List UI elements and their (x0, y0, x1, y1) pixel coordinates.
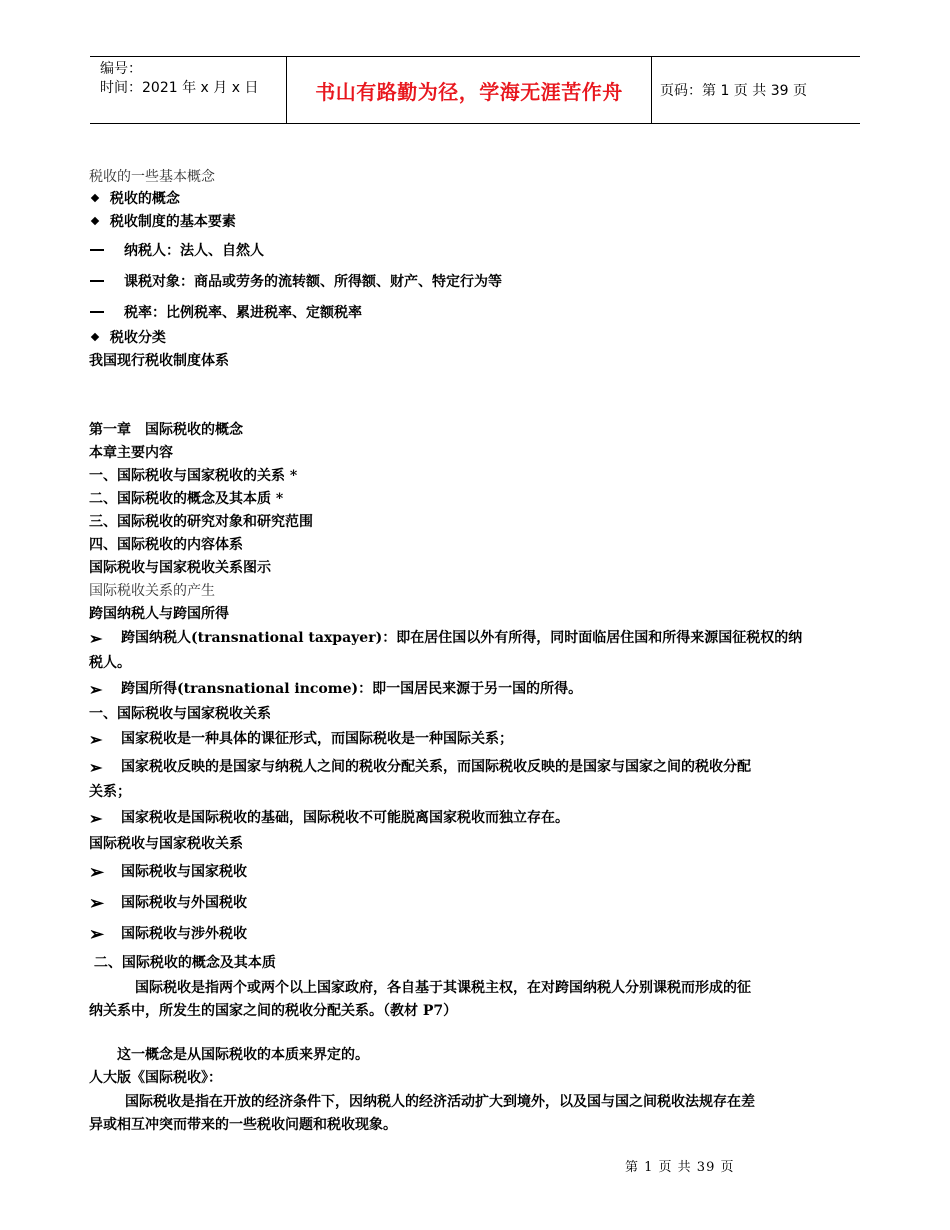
arrow-bullet-icon: ➢ (89, 809, 103, 828)
list-item (89, 806, 864, 831)
list-item (89, 727, 864, 752)
dash-bullet-icon (90, 280, 104, 282)
arrow-bullet-icon: ➢ (89, 893, 105, 914)
arrow-bullet-icon: ➢ (89, 924, 105, 945)
diamond-bullet-icon (91, 194, 99, 202)
taxpayer-text: 纳税人：法人、自然人 (124, 242, 264, 259)
page-header (90, 56, 860, 124)
relation1-text: 国家税收是一种具体的课征形式，而国际税收是一种国际关系； (121, 731, 513, 747)
definition-line-2: 纳关系中，所发生的国家之间的税收分配关系。（教材 P7） (89, 1003, 458, 1019)
concept-section-title: 二、国际税收的概念及其本质 (89, 955, 276, 971)
arrow-bullet-icon: ➢ (89, 862, 105, 883)
header-page-info: 页码：第 1 页 共 39 页 (660, 83, 807, 99)
elements-text: 税收制度的基本要素 (109, 214, 236, 230)
origin-title: 国际税收关系的产生 (89, 583, 215, 599)
relation2-text: 国家税收反映的是国家与纳税人之间的税收分配关系，而国际税收反映的是国家与国家之间的税收分配 (121, 759, 751, 775)
renda-paragraph (89, 1090, 864, 1114)
arrow-bullet-icon: ➢ (89, 758, 103, 777)
toc-item-4: 四、国际税收的内容体系 (89, 537, 243, 553)
classification-text: 税收分类 (109, 330, 166, 346)
relation-title: 一、国际税收与国家税收关系 (89, 706, 271, 722)
definition-paragraph (89, 976, 864, 1000)
dash-bullet-icon (90, 311, 104, 313)
number-label: 编号： (100, 61, 142, 77)
list-item (89, 188, 864, 211)
chapter-title: 第一章 国际税收的概念 (89, 422, 243, 438)
list-item (89, 296, 864, 327)
rel-c-text: 国际税收与涉外税收 (121, 926, 247, 942)
toc-item-2: 二、国际税收的概念及其本质 * (89, 491, 284, 507)
renda-line-2: 异或相互冲突而带来的一些税收问题和税收现象。 (89, 1117, 397, 1133)
relation3-text: 国家税收是国际税收的基础，国际税收不可能脱离国家税收而独立存在。 (121, 810, 569, 826)
list-item (89, 234, 864, 265)
time-label: 时间：2021 年 x 月 x 日 (100, 80, 259, 96)
object-text: 课税对象：商品或劳务的流转额、所得额、财产、特定行为等 (124, 273, 502, 290)
arrow-bullet-icon: ➢ (89, 730, 103, 749)
list-item (89, 626, 864, 651)
arrow-bullet-icon: ➢ (89, 680, 103, 699)
renda-line-1: 国际税收是指在开放的经济条件下，因纳税人的经济活动扩大到境外，以及国与国之间税收法规存在差 (125, 1094, 755, 1110)
rel-b-text: 国际税收与外国税收 (121, 895, 247, 911)
header-motto: 书山有路勤为径，学海无涯苦作舟 (286, 57, 652, 123)
diagram-title: 国际税收与国家税收关系图示 (89, 560, 271, 576)
list-item (89, 265, 864, 296)
cross-title: 跨国纳税人与跨国所得 (89, 606, 229, 622)
header-meta (90, 57, 286, 123)
intro-title: 税收的一些基本概念 (89, 169, 215, 185)
list-item (89, 211, 864, 234)
cross-taxpayer-cont: 税人。 (89, 655, 131, 671)
renda-title: 人大版《国际税收》： (89, 1070, 222, 1086)
document-body (89, 166, 864, 1136)
page-footer: 第 1 页 共 39 页 (625, 1160, 735, 1175)
list-item (89, 755, 864, 780)
system-text: 我国现行税收制度体系 (89, 353, 229, 369)
diamond-bullet-icon (91, 217, 99, 225)
list-item (89, 888, 864, 919)
cross-income-text: 跨国所得(transnational income)：即一国居民来源于另一国的所得。 (121, 681, 583, 697)
list-item (89, 677, 864, 702)
toc-item-3: 三、国际税收的研究对象和研究范围 (89, 514, 313, 530)
rel-a-text: 国际税收与国家税收 (121, 864, 247, 880)
rate-text: 税率：比例税率、累进税率、定额税率 (124, 304, 362, 321)
nature-text: 这一概念是从国际税收的本质来界定的。 (117, 1047, 369, 1063)
dash-bullet-icon (90, 249, 104, 251)
diamond-bullet-icon (91, 333, 99, 341)
main-content-title: 本章主要内容 (89, 445, 173, 461)
relation2-cont: 关系； (89, 784, 131, 800)
toc-item-1: 一、国际税收与国家税收的关系 * (89, 468, 298, 484)
list-item (89, 919, 864, 950)
concept-text: 税收的概念 (109, 191, 180, 207)
relation-title-2: 国际税收与国家税收关系 (89, 836, 243, 852)
arrow-bullet-icon: ➢ (89, 629, 103, 648)
cross-taxpayer-text: 跨国纳税人(transnational taxpayer)：即在居住国以外有所得，同时面临居住国和所得来源国征税权的纳 (121, 630, 803, 646)
definition-line-1: 国际税收是指两个或两个以上国家政府，各自基于其课税主权，在对跨国纳税人分别课税而形成的征 (135, 980, 751, 996)
list-item (89, 327, 864, 350)
list-item (89, 857, 864, 888)
